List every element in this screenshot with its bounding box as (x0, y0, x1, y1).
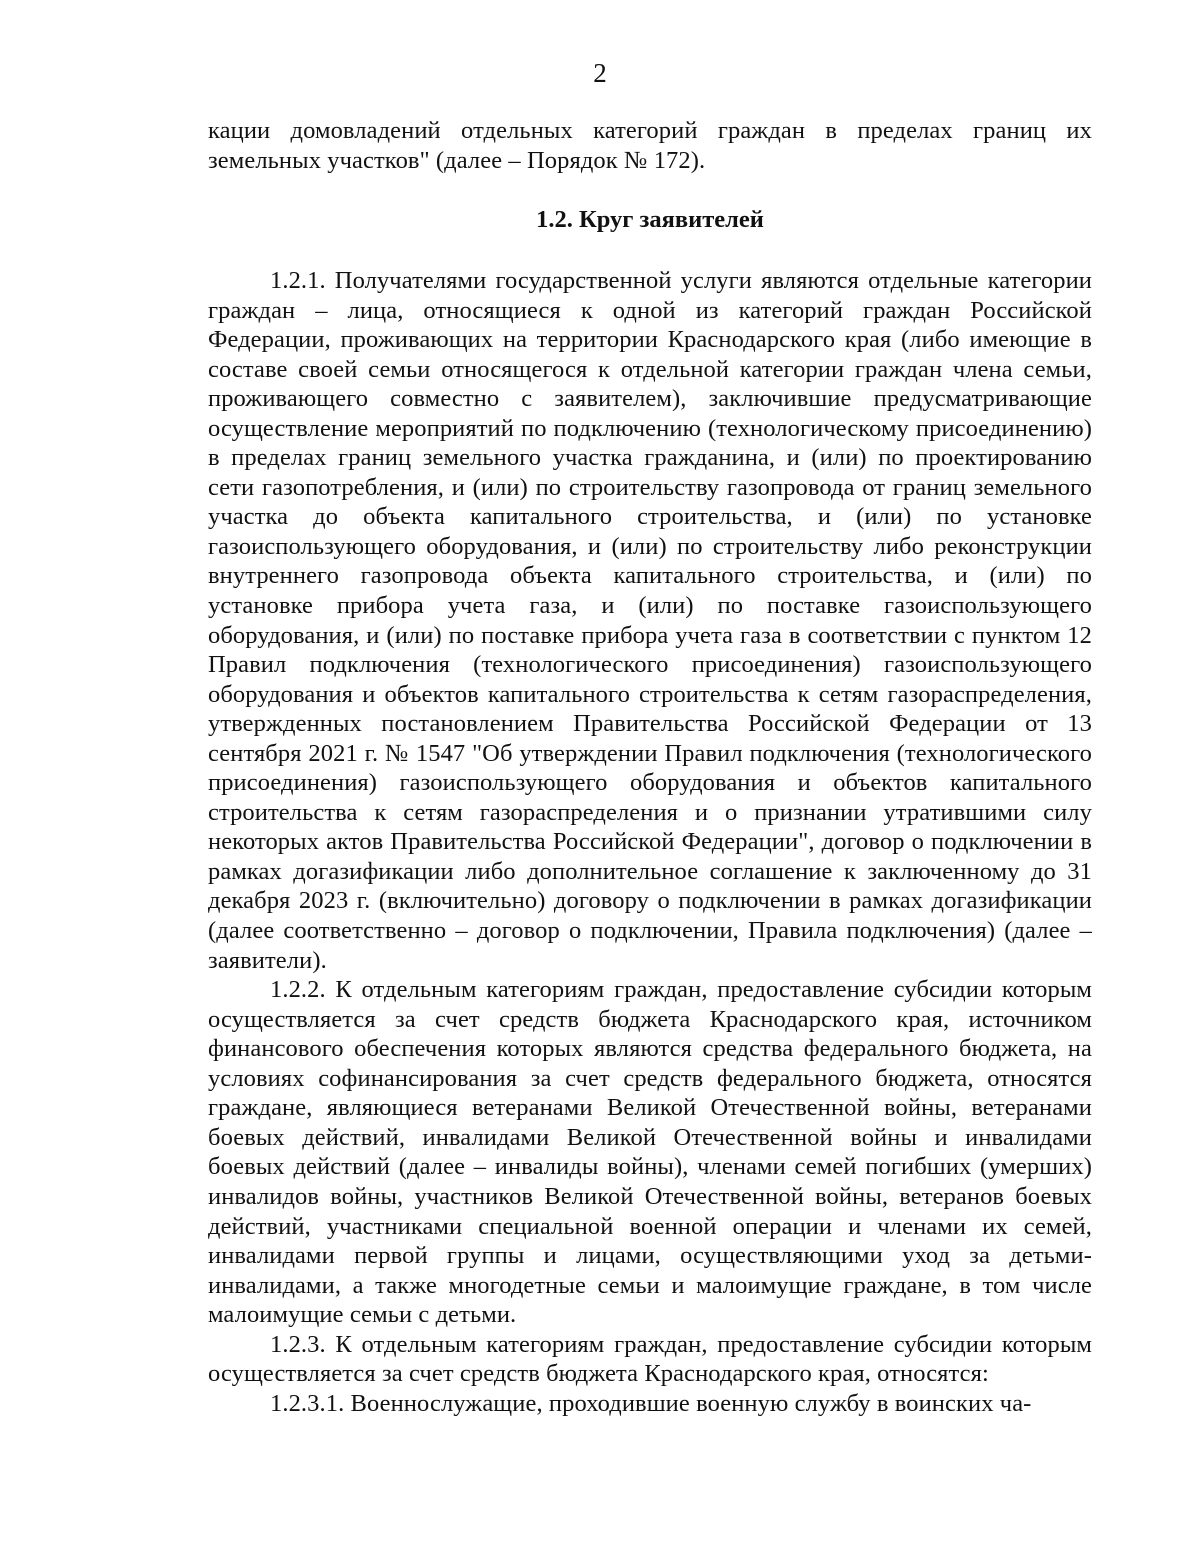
section-body (208, 266, 1092, 1418)
paragraph-1-2-3: 1.2.3. К отдельным категориям граждан, предоставление субсидии которым осуществляется за счет средств бюджета Краснодарского края, относятся: (208, 1330, 1092, 1388)
intro-text: кации домовладений отдельных категорий граждан в пределах границ их земельных участков" (далее – Порядок № 172). (208, 117, 1092, 174)
paragraph-1-2-3-1: 1.2.3.1. Военнослужащие, проходившие военную службу в воинских ча- (270, 1389, 1032, 1417)
paragraph-1-2-2: 1.2.2. К отдельным категориям граждан, предоставление субсидии которым осуществляется за счет средств бюджета Краснодарского края, источником финансового обеспечения которых являются средства федерального бюджета, на условиях софинансирования за счет средств федерального бюджета, относятся граждане, являющиеся ветеранами Великой Отечественной войны, ветеранами боевых действий, инвалидами Великой Отечественной войны и инвалидами боевых действий (далее – инвалиды войны), членами семей погибших (умерших) инвалидов войны, участников Великой Отечественной войны, ветеранов боевых действий, участниками специальной военной операции и членами их семей, инвалидами первой группы и лицами, осуществляющими уход за детьми-инвалидами, а также многодетные семьи и малоимущие граждане, в том числе малоимущие семьи с детьми. (208, 976, 1092, 1329)
page-number: 2 (593, 58, 607, 88)
section-heading: 1.2. Круг заявителей (536, 206, 764, 233)
intro-paragraph (208, 116, 1092, 175)
paragraph-1-2-1: 1.2.1. Получателями государственной услуги являются отдельные категории граждан – лица, относящиеся к одной из категорий граждан Российской Федерации, проживающих на территории Краснодарского края (либо имеющие в составе своей семьи относящегося к отдельной категории граждан члена семьи, проживающего совместно с заявителем), заключившие предусматривающие осуществление мероприятий по подключению (технологическому присоединению) в пределах границ земельного участка гражданина, и (или) по проектированию сети газопотребления, и (или) по строительству газопровода от границ земельного участка до объекта капитального строительства, и (или) по установке газоиспользующего оборудования, и (или) по строительству либо реконструкции внутреннего газопровода объекта капитального строительства, и (или) по установке прибора учета газа, и (или) по поставке газоиспользующего оборудования, и (или) по поставке прибора учета газа в соответствии с пунктом 12 Правил подключения (технологического присоединения) газоиспользующего оборудования и объектов капитального строительства к сетям газораспределения, утвержденных постановлением Правительства Российской Федерации от 13 сентября 2021 г. № 1547 "Об утверждении Правил подключения (технологического присоединения) газоиспользующего оборудования и объектов капитального строительства к сетям газораспределения и о признании утратившими силу некоторых актов Правительства Российской Федерации", договор о подключении в рамках догазификации либо дополнительное соглашение к заключенному до 31 декабря 2023 г. (включительно) договору о подключении в рамках догазификации (далее соответственно – договор о подключении, Правила подключения) (далее – заявители). (208, 267, 1092, 974)
